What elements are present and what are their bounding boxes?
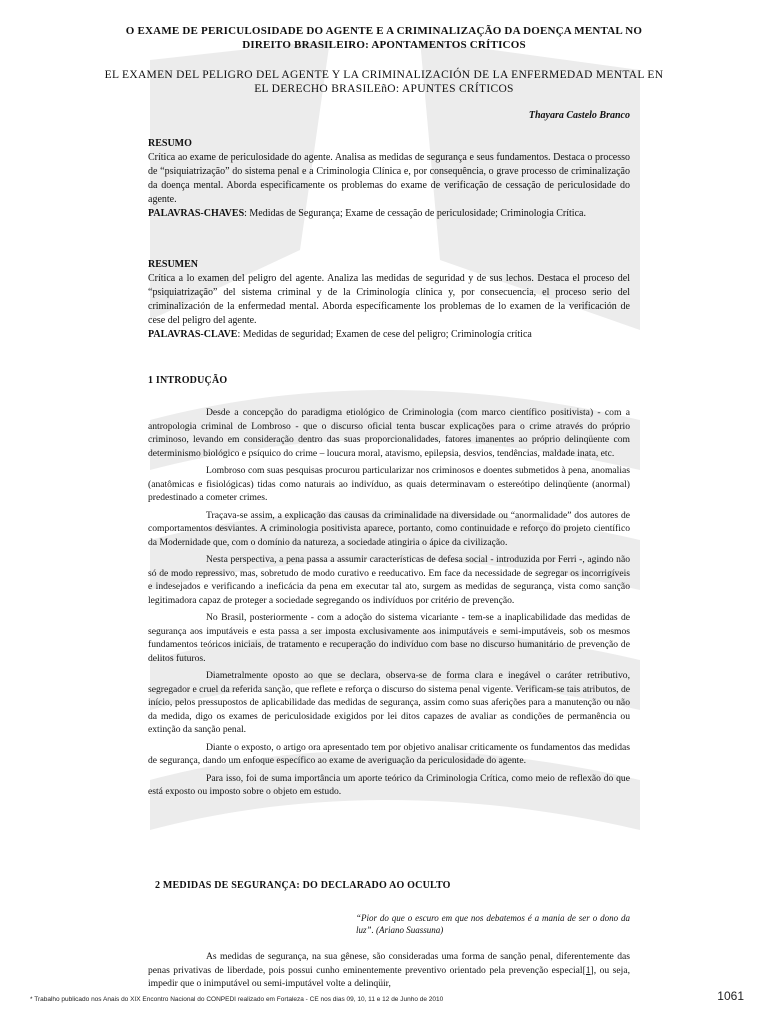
title-portuguese: O EXAME DE PERICULOSIDADE DO AGENTE E A CRIMINALIZAÇÃO DA DOENÇA MENTAL NO DIREITO BRASILEIRO: APONTAMENTOS CRÍTICOS <box>125 25 643 51</box>
resumo-keywords-label: PALAVRAS-CHAVES <box>148 208 245 219</box>
epigraph-quote: “Pior do que o escuro em que nos debatemos é a mania de ser o dono da luz”. (Ariano Suassuna) <box>356 913 630 935</box>
resumo-heading: RESUMO <box>148 138 192 149</box>
resumen-block <box>148 258 630 342</box>
footer-note: * Trabalho publicado nos Anais do XIX Encontro Nacional do CONPEDI realizado em Fortaleza - CE nos dias 09, 10, 11 e 12 de Junho de 2010 <box>30 996 444 1003</box>
resumen-heading: RESUMEN <box>148 259 199 270</box>
paragraph <box>148 950 630 990</box>
paragraph: Traçava-se assim, a explicação das causas da criminalidade na diversidade ou “anormalidade” dos autores de comportamentos desviantes. A criminologia positivista aparece, portanto, como continuidade e reforço do projeto científico da Modernidade que, com o domínio da natureza, a sociedade atingiria o ápice da civilização. <box>148 509 630 548</box>
section-2-heading: 2 MEDIDAS DE SEGURANÇA: DO DECLARADO AO OCULTO <box>155 880 451 891</box>
paragraph: No Brasil, posteriormente - com a adoção do sistema vicariante - tem-se a inaplicabilidade das medidas de segurança aos imputáveis e esta passa a ser imposta exclusivamente aos inimputáveis e semi-imputáveis, sob os mesmos fundamentos teóricos iniciais, de tratamento e recuperação do indivíduo com base no discurso humanitário de prevenção de delitos futuros. <box>148 612 630 664</box>
section-1-body <box>148 406 630 799</box>
author-name: Thayara Castelo Branco <box>528 110 630 121</box>
resumen-keywords <box>148 328 630 342</box>
paragraph: Lombroso com suas pesquisas procurou particularizar nos criminosos e doentes submetidos à pena, anomalias (anatômicas e fisiológicas) tidas como naturais ao indivíduo, as quais determinavam o estereótipo delinqüente (anormal) predestinado a cometer crimes. <box>148 465 630 503</box>
paragraph-continuation: , ou seja, impedir que o inimputável ou semi-imputável volte a delinqüir, <box>148 964 630 989</box>
resumo-text: Crítica ao exame de periculosidade do agente. Analisa as medidas de segurança e seus fundamentos. Destaca o processo de “psiquiatrização” do sistema penal e a Criminologia Clínica e, por consequência, o grave processo de criminalização da doença mental. Aborda especificamente os problemas do exame de verificação de cessação de periculosidade do agente. <box>148 152 630 205</box>
section-2-body <box>148 950 630 990</box>
paragraph: Nesta perspectiva, a pena passa a assumir características de defesa social - introduzida por Ferri -, agindo não só de modo repressivo, mas, sobretudo de modo curativo e reeducativo. Em face da necessidade de segregar os incorrigíveis e indesejados e verificando a ineficácia da pena em executar tal ato, surgem as medidas de segurança, vista como sanção legitimadora capaz de proteger a sociedade segregando os indivíduos por critério de prevenção. <box>148 554 630 606</box>
resumen-keywords-text: : Medidas de seguridad; Examen de cese del peligro; Criminología crítica <box>237 329 532 340</box>
resumen-text: Crítica a lo examen del peligro del agente. Analiza las medidas de seguridad y de sus lechos. Destaca el proceso del “psiquiatrização” del sistema criminal y de la Criminología clínica y, por consecuencia, el proceso serio del criminalización de la enfermedad mental. Aborda específicamente los problemas de lo examen de la verificación de cese del peligro del agente. <box>148 273 630 326</box>
paragraph: Desde a concepção do paradigma etiológico de Criminologia (com marco científico positivista) - com a antropologia criminal de Lombroso - que o discurso oficial tenta buscar explicações para o crime através do próprio criminoso, levando em consideração dentro das suas proporcionalidades, fatores imanentes ao próprio delinqüente com determinismo biológico e psíquico do crime – loucura moral, atavismo, epilepsia, desvios, tendências, maldade inata, etc. <box>148 407 630 459</box>
footnote-link[interactable]: [1] <box>582 964 594 976</box>
paragraph-start: As medidas de segurança, na sua gênese, são consideradas uma forma de sanção penal, diferentemente das penas privativas de liberdade, pois possui cunho eminentemente preventivo orientado pela prevenção especial <box>148 951 630 976</box>
page-number: 1061 <box>717 989 744 1003</box>
paragraph: Para isso, foi de suma importância um aporte teórico da Criminologia Crítica, como meio de reflexão do que está exposto ou imposto sobre o objeto em estudo. <box>148 772 630 797</box>
paragraph: Diametralmente oposto ao que se declara, observa-se de forma clara e inegável o caráter retributivo, segregador e cruel da referida sanção, que reflete e reforça o discurso do sistema penal vigente. Verificam-se tais atributos, de início, pelos pressupostos de aplicabilidade das medidas de segurança, assim como suas aferições para a manutenção ou não da medida, digo os exames de periculosidade exigidos por lei ditos capazes de avaliar as condições de permanência ou extinção da sanção penal. <box>148 670 630 735</box>
section-1-heading: 1 INTRODUÇÃO <box>148 375 228 386</box>
resumo-keywords-text: : Medidas de Segurança; Exame de cessação de periculosidade; Criminologia Crítica. <box>244 208 586 219</box>
resumo-keywords <box>148 207 630 221</box>
resumen-keywords-label: PALAVRAS-CLAVE <box>148 329 238 340</box>
resumo-block <box>148 137 630 221</box>
title-spanish: EL EXAMEN DEL PELIGRO DEL AGENTE Y LA CRIMINALIZACIÓN DE LA ENFERMEDAD MENTAL EN EL DERECHO BRASILEñO: APUNTES CRÍTICOS <box>104 69 664 95</box>
paragraph: Diante o exposto, o artigo ora apresentado tem por objetivo analisar criticamente os fundamentos das medidas de segurança, dando um enfoque específico ao exame de averiguação da periculosidade do agente. <box>148 741 630 766</box>
